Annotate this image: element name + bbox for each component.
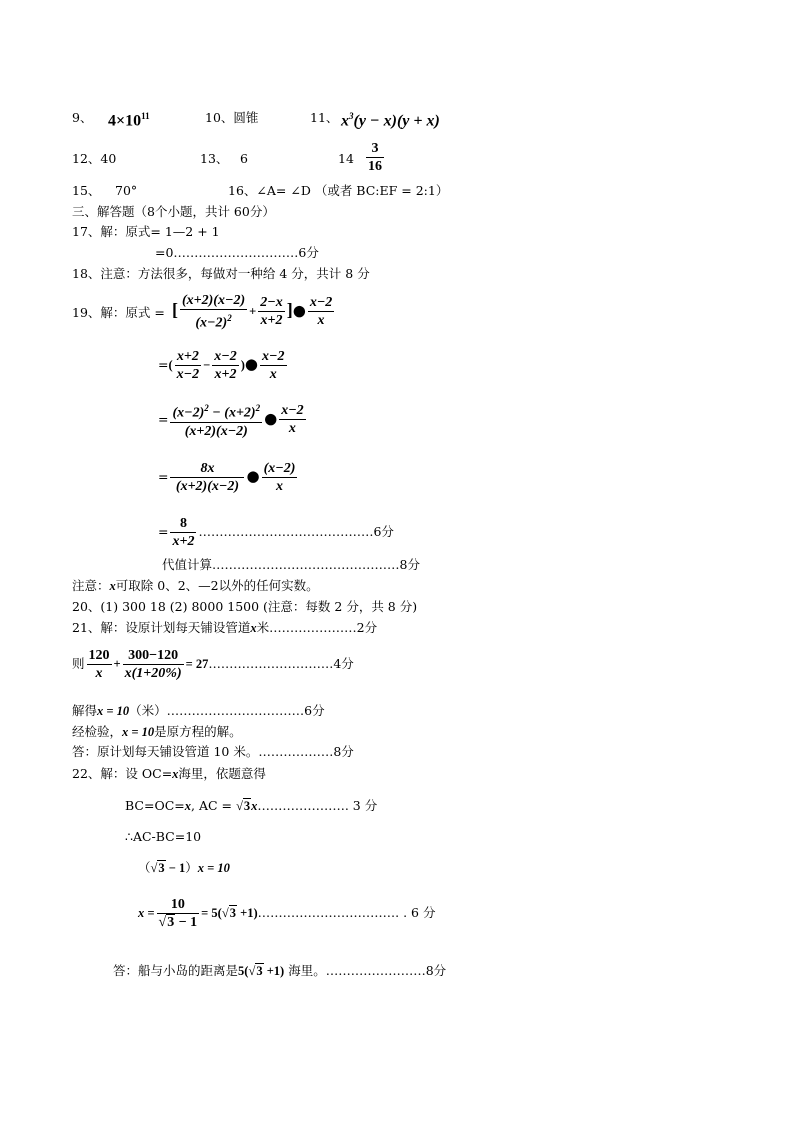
q22-line1: 22、解：设 OC=x海里，依题意得: [72, 766, 266, 781]
q20-text: 20、(1) 300 18 (2) 8000 1500 (注意：每数 2 分，共 8 分): [72, 599, 418, 614]
q21-equation: 则 $\frac{120}{x}$ + $\frac{300-120}{x(1+20\%)}$ = 27…………………………4分: [72, 648, 354, 681]
q9-answer: $4\times 10^{11}$: [108, 111, 150, 130]
q17-line1: 17、解：原式= 1—2 + 1: [72, 224, 220, 239]
q22-line2: BC=OC=x, AC = √3x…………………. 3 分: [125, 798, 378, 813]
section3-title: 三、解答题（8个小题，共计 60分）: [72, 204, 275, 219]
q19-step5: = $\frac{8}{x+2}$ ……………………………………6分: [158, 516, 394, 549]
q16-text: 16、∠A= ∠D （或者 BC:EF = 2:1）: [228, 183, 449, 198]
q10-label: 10、圆锥: [205, 110, 259, 125]
q19-sub-calc: 代值计算………………………………………8分: [162, 557, 420, 572]
q22-line5: x = $\frac{10}{√3 - 1}$ = 5(√3 +1)……………………………. . 6 分: [138, 897, 436, 930]
q9-label: 9、: [72, 110, 93, 125]
q13-answer: 6: [240, 151, 248, 166]
q17-line2: =0…………………………6分: [155, 245, 319, 260]
q19-step4: = $\frac{8x}{(x+2)(x-2)}$ ● $\frac{(x-2)}{x}$: [158, 461, 296, 494]
q15-label: 15、: [72, 183, 101, 198]
q19-intro: 19、解：原式 =: [72, 305, 165, 320]
q22-answer: 答：船与小岛的距离是5(√3 +1) 海里。……………………8分: [113, 963, 447, 978]
q11-answer: $x^3(y - x)(y + x)$: [341, 111, 440, 130]
q15-answer: 70°: [115, 183, 138, 198]
q21-check: 经检验，x = 10是原方程的解。: [72, 724, 242, 739]
q19-step2: =( $\frac{x+2}{x-2}$ − $\frac{x-2}{x+2}$ )● $\frac{x-2}{x}$: [158, 349, 285, 382]
q22-line3: ∴AC-BC=10: [125, 829, 202, 844]
q21-answer: 答：原计划每天铺设管道 10 米。………………8分: [72, 744, 354, 759]
q21-solution: 解得x = 10（米）……………………………6分: [72, 703, 325, 718]
q14-fraction: $\frac{3}{16}$: [368, 141, 382, 174]
q14-label: 14: [338, 151, 354, 166]
q21-line1: 21、解：设原计划每天铺设管道x米…………………2分: [72, 620, 378, 635]
q19-step3: = $\frac{(x-2)^2 - (x+2)^2}{(x+2)(x-2)}$ ● $\frac{x-2}{x}$: [158, 400, 308, 440]
q11-label: 11、: [310, 110, 339, 125]
q18-text: 18、注意：方法很多，每做对一种给 4 分，共计 8 分: [72, 266, 370, 281]
q22-line4: （√3 − 1）x = 10: [138, 860, 230, 875]
q12-label: 12、40: [72, 151, 117, 166]
q19-step1: [ $\frac{(x+2)(x-2)}{(x-2)^2}$ + $\frac{2-x}{x+2}$ ]● $\frac{x-2}{x}$: [172, 293, 333, 331]
q13-label: 13、: [200, 151, 229, 166]
q19-note: 注意：x可取除 0、2、—2以外的任何实数。: [72, 578, 319, 593]
